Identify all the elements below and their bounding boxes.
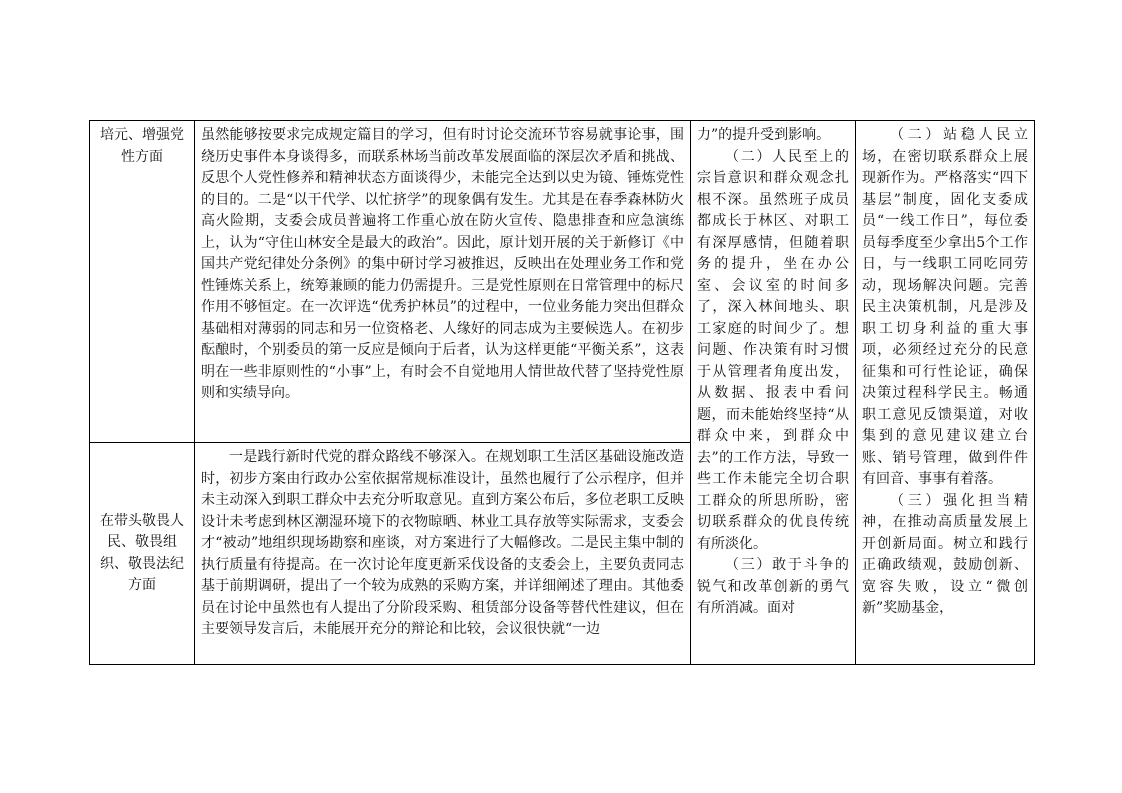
paragraph: （二）站稳人民立场，在密切联系群众上展现新作为。严格落实“四下基层”制度，固化支委成员“一线工作日”，每位委员每季度至少拿出5个工作日，与一线职工同吃同劳动，现场解决问题。完善民主决策机制，凡是涉及职工切身利益的重大事项，必须经过充分的民意征集和可行性论证，确保决策过程科学民主。畅通职工意见反馈渠道，对收集到的意见建议建立台账、销号管理，做到件件有回音、事事有着落。 <box>862 127 1028 487</box>
row-text-party-spirit <box>195 121 691 443</box>
paragraph: （三）敢于斗争的锐气和改革创新的勇气有所消减。面对 <box>697 557 849 616</box>
table-row <box>90 121 1035 443</box>
paragraph: 虽然能够按要求完成规定篇目的学习，但有时讨论交流环节容易就事论事，围绕历史事件本身谈得多，而联系林场当前改革发展面临的深层次矛盾和挑战、反思个人党性修养和精神状态方面谈得少，未能完全达到以史为镜、锤炼党性的目的。二是“以干代学、以忙挤学”的现象偶有发生。尤其是在春季森林防火高火险期，支委会成员普遍将工作重心放在防火宣传、隐患排查和应急演练上，认为“守住山林安全是最大的政治”。因此，原计划开展的关于新修订《中国共产党纪律处分条例》的集中研讨学习被推迟，反映出在处理业务工作和党性锤炼关系上，统筹兼顾的能力仍需提升。三是党性原则在日常管理中的标尺作用不够恒定。在一次评选“优秀护林员”的过程中，一位业务能力突出但群众基础相对薄弱的同志和另一位资格老、人缘好的同志成为主要候选人。在初步酝酿时，个别委员的第一反应是倾向于后者，认为这样更能“平衡关系”，这表明在一些非原则性的“小事”上，有时会不自觉地用人情世故代替了坚持党性原则和实绩导向。 <box>201 127 684 401</box>
paragraph: 力”的提升受到影响。 <box>697 127 831 143</box>
measures-column <box>856 121 1035 665</box>
paragraph: 一是践行新时代党的群众路线不够深入。在规划职工生活区基础设施改造时，初步方案由行政办公室依据常规标准设计，虽然也履行了公示程序，但并未主动深入到职工群众中去充分听取意见。直到方案公布后，多位老职工反映设计未考虑到林区潮湿环境下的衣物晾晒、林业工具存放等实际需求，支委会才“被动”地组织现场勘察和座谈，对方案进行了大幅修改。二是民主集中制的执行质量有待提高。在一次讨论年度更新采伐设备的支委会上，主要负责同志基于前期调研，提出了一个较为成熟的采购方案，并详细阐述了理由。其他委员在讨论中虽然也有人提出了分阶段采购、租赁部分设备等替代性建议，但在主要领导发言后，未能展开充分的辩论和比较，会议很快就“一边 <box>201 449 684 637</box>
document-table <box>89 120 1035 665</box>
paragraph: （二）人民至上的宗旨意识和群众观念扎根不深。虽然班子成员都成长于林区、对职工有深厚感情，但随着职务的提升，坐在办公室、会议室的时间多了，深入林间地头、职工家庭的时间少了。想问题、作决策有时习惯于从管理者角度出发，从数据、报表中看问题，而未能始终坚持“从群众中来，到群众中去”的工作方法，导致一些工作未能完全切合职工群众的所思所盼，密切联系群众的优良传统有所淡化。 <box>697 148 849 552</box>
cause-analysis-column <box>691 121 856 665</box>
row-label-reverence: 在带头敬畏人民、敬畏组织、敬畏法纪方面 <box>90 443 195 665</box>
row-label-party-spirit: 培元、增强党性方面 <box>90 121 195 443</box>
paragraph: （三）强化担当精神，在推动高质量发展上开创新局面。树立和践行正确政绩观，鼓励创新、宽容失败，设立“微创新”奖励基金， <box>862 492 1028 616</box>
row-text-reverence <box>195 443 691 665</box>
